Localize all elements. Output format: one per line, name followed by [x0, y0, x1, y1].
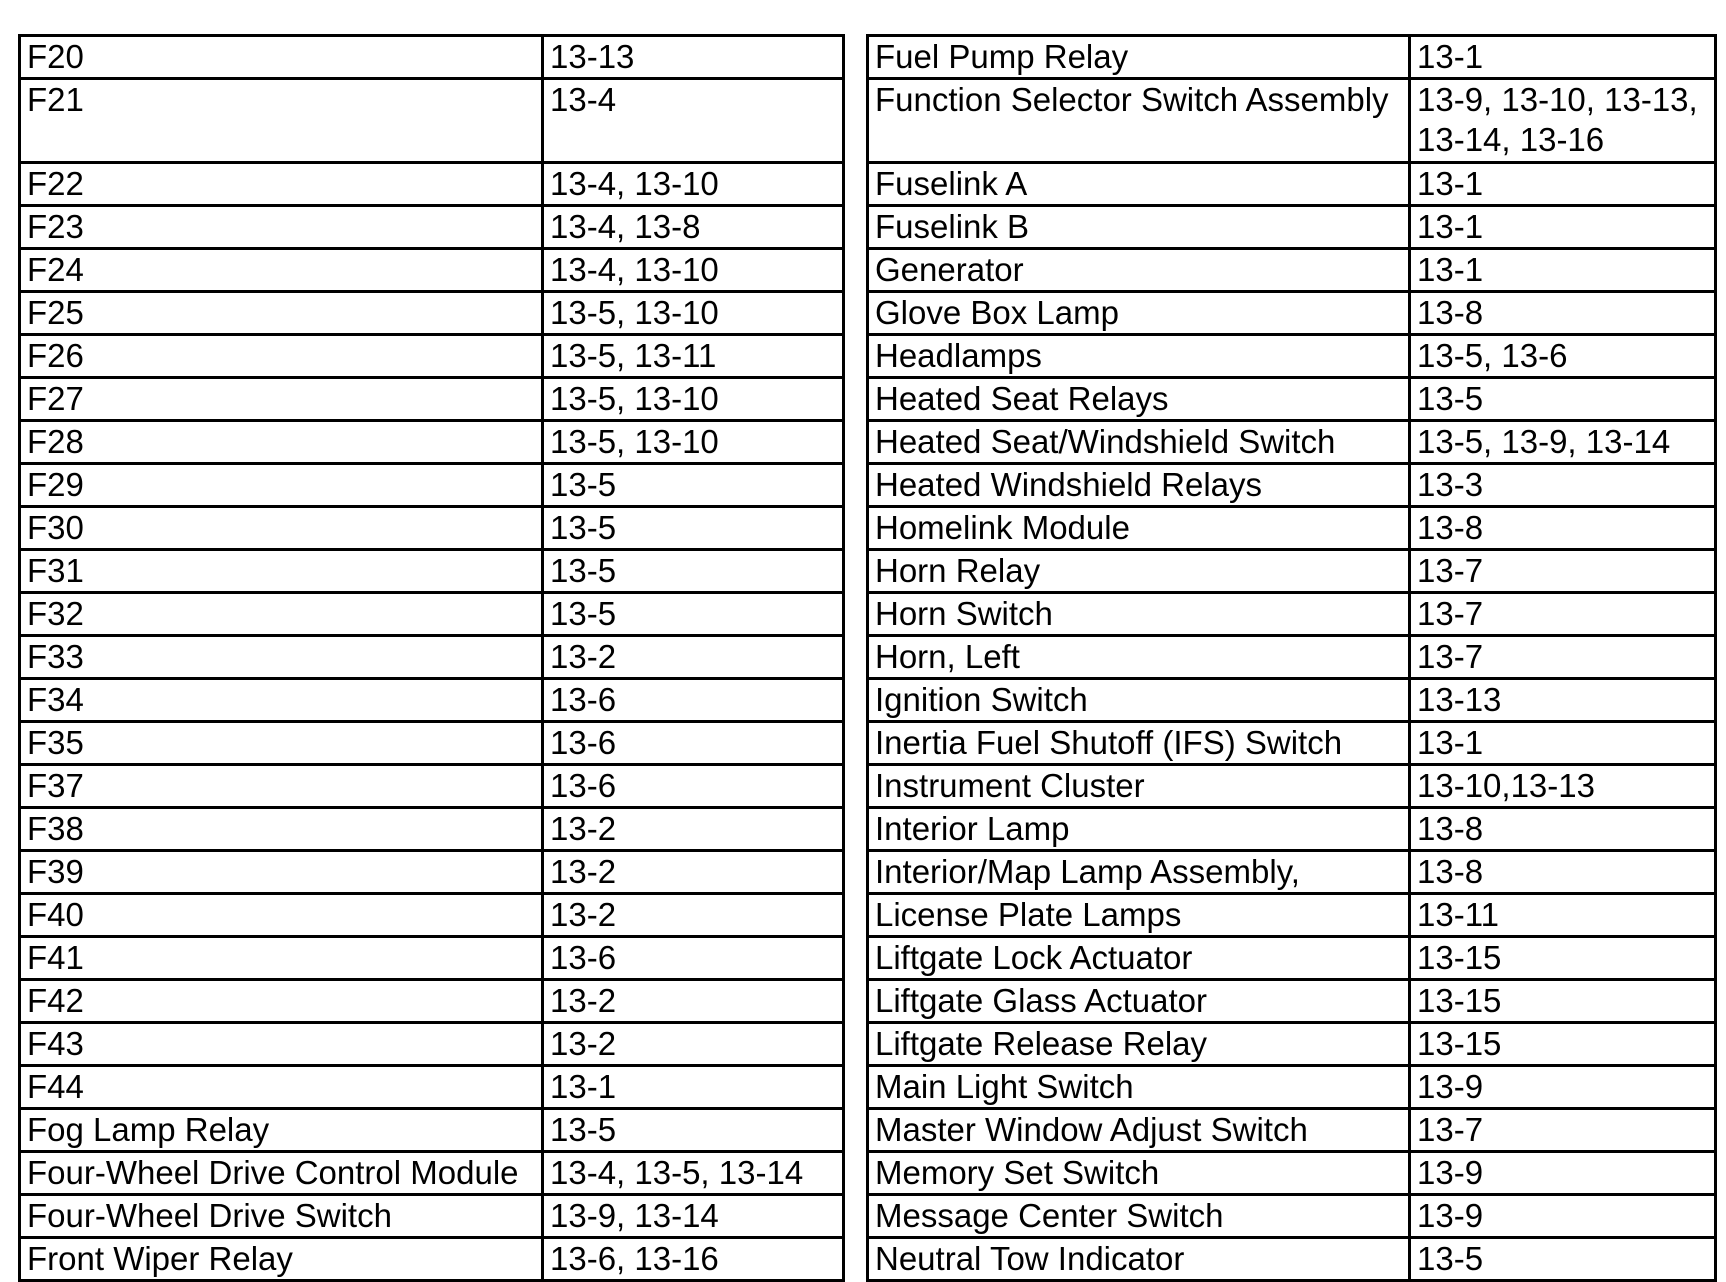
- component-name-cell: Ignition Switch: [868, 679, 1410, 722]
- page-reference-cell: 13-6: [543, 937, 844, 980]
- component-name-cell: F28: [20, 421, 543, 464]
- table-row: [20, 206, 844, 249]
- table-row: [868, 1066, 1716, 1109]
- page-reference-cell: 13-9, 13-10, 13-13, 13-14, 13-16: [1410, 79, 1716, 163]
- table-row: [20, 722, 844, 765]
- component-name-cell: Main Light Switch: [868, 1066, 1410, 1109]
- page-reference-cell: 13-6: [543, 765, 844, 808]
- component-name-cell: Fuselink A: [868, 163, 1410, 206]
- table-row: [20, 335, 844, 378]
- table-row: [868, 894, 1716, 937]
- component-name-cell: F38: [20, 808, 543, 851]
- component-name-cell: F27: [20, 378, 543, 421]
- page-reference-cell: 13-6, 13-16: [543, 1238, 844, 1281]
- table-row: [868, 722, 1716, 765]
- page-reference-cell: 13-8: [1410, 808, 1716, 851]
- component-name-cell: F44: [20, 1066, 543, 1109]
- table-row: [868, 980, 1716, 1023]
- page-reference-cell: 13-5, 13-10: [543, 421, 844, 464]
- table-row: [20, 808, 844, 851]
- table-row: [868, 1152, 1716, 1195]
- page-reference-cell: 13-1: [1410, 163, 1716, 206]
- component-name-cell: F37: [20, 765, 543, 808]
- page-reference-cell: 13-15: [1410, 937, 1716, 980]
- component-name-cell: Interior/Map Lamp Assembly,: [868, 851, 1410, 894]
- component-name-cell: F24: [20, 249, 543, 292]
- page-reference-cell: 13-15: [1410, 980, 1716, 1023]
- table-row: [20, 1023, 844, 1066]
- table-row: [20, 1152, 844, 1195]
- component-name-cell: Fog Lamp Relay: [20, 1109, 543, 1152]
- table-row: [868, 249, 1716, 292]
- table-row: [868, 507, 1716, 550]
- page-reference-cell: 13-1: [543, 1066, 844, 1109]
- component-name-cell: Message Center Switch: [868, 1195, 1410, 1238]
- component-name-cell: Master Window Adjust Switch: [868, 1109, 1410, 1152]
- component-name-cell: Liftgate Lock Actuator: [868, 937, 1410, 980]
- page-reference-cell: 13-3: [1410, 464, 1716, 507]
- component-name-cell: F21: [20, 79, 543, 163]
- component-name-cell: Horn Relay: [868, 550, 1410, 593]
- table-row: [20, 894, 844, 937]
- table-row: [868, 206, 1716, 249]
- component-name-cell: F43: [20, 1023, 543, 1066]
- table-row: [868, 765, 1716, 808]
- page-reference-cell: 13-5: [543, 1109, 844, 1152]
- page-reference-cell: 13-5: [1410, 378, 1716, 421]
- table-row: [868, 679, 1716, 722]
- component-name-cell: Horn Switch: [868, 593, 1410, 636]
- table-row: [868, 36, 1716, 79]
- page-reference-cell: 13-5, 13-11: [543, 335, 844, 378]
- page-reference-cell: 13-1: [1410, 722, 1716, 765]
- left-index-body: [20, 36, 844, 1281]
- component-name-cell: F40: [20, 894, 543, 937]
- component-name-cell: Heated Seat Relays: [868, 378, 1410, 421]
- component-name-cell: Fuel Pump Relay: [868, 36, 1410, 79]
- component-name-cell: Liftgate Release Relay: [868, 1023, 1410, 1066]
- table-row: [20, 679, 844, 722]
- table-row: [868, 851, 1716, 894]
- page-reference-cell: 13-15: [1410, 1023, 1716, 1066]
- table-row: [20, 593, 844, 636]
- component-name-cell: Liftgate Glass Actuator: [868, 980, 1410, 1023]
- page-reference-cell: 13-1: [1410, 249, 1716, 292]
- component-name-cell: F32: [20, 593, 543, 636]
- table-row: [20, 507, 844, 550]
- page-reference-cell: 13-5: [543, 507, 844, 550]
- page-reference-cell: 13-5, 13-6: [1410, 335, 1716, 378]
- page-reference-cell: 13-5: [543, 593, 844, 636]
- component-name-cell: Glove Box Lamp: [868, 292, 1410, 335]
- component-name-cell: F26: [20, 335, 543, 378]
- component-name-cell: F35: [20, 722, 543, 765]
- page-reference-cell: 13-2: [543, 808, 844, 851]
- table-row: [20, 636, 844, 679]
- page-reference-cell: 13-10,13-13: [1410, 765, 1716, 808]
- table-row: [868, 808, 1716, 851]
- page-reference-cell: 13-7: [1410, 636, 1716, 679]
- page-reference-cell: 13-2: [543, 636, 844, 679]
- page-reference-cell: 13-6: [543, 679, 844, 722]
- page-reference-cell: 13-2: [543, 894, 844, 937]
- table-row: [20, 421, 844, 464]
- table-row: [868, 1195, 1716, 1238]
- page-reference-cell: 13-4, 13-10: [543, 163, 844, 206]
- table-row: [868, 1238, 1716, 1281]
- component-name-cell: Four-Wheel Drive Switch: [20, 1195, 543, 1238]
- component-name-cell: Neutral Tow Indicator: [868, 1238, 1410, 1281]
- page-reference-cell: 13-7: [1410, 550, 1716, 593]
- page-reference-cell: 13-8: [1410, 851, 1716, 894]
- component-name-cell: Generator: [868, 249, 1410, 292]
- component-name-cell: F41: [20, 937, 543, 980]
- table-row: [868, 550, 1716, 593]
- page-reference-cell: 13-4: [543, 79, 844, 163]
- component-name-cell: F30: [20, 507, 543, 550]
- table-row: [868, 464, 1716, 507]
- table-row: [20, 378, 844, 421]
- table-row: [868, 937, 1716, 980]
- page-reference-cell: 13-8: [1410, 507, 1716, 550]
- component-name-cell: Interior Lamp: [868, 808, 1410, 851]
- right-index-body: [868, 36, 1716, 1281]
- page-reference-cell: 13-6: [543, 722, 844, 765]
- page-reference-cell: 13-5: [543, 550, 844, 593]
- page-reference-cell: 13-1: [1410, 36, 1716, 79]
- component-name-cell: F34: [20, 679, 543, 722]
- table-row: [20, 464, 844, 507]
- page-reference-cell: 13-7: [1410, 593, 1716, 636]
- component-name-cell: Instrument Cluster: [868, 765, 1410, 808]
- table-row: [20, 1238, 844, 1281]
- table-row: [20, 937, 844, 980]
- component-name-cell: Homelink Module: [868, 507, 1410, 550]
- component-name-cell: F23: [20, 206, 543, 249]
- table-row: [868, 1023, 1716, 1066]
- table-row: [20, 1109, 844, 1152]
- left-index-table: [18, 34, 845, 1282]
- page-reference-cell: 13-11: [1410, 894, 1716, 937]
- component-name-cell: License Plate Lamps: [868, 894, 1410, 937]
- page-reference-cell: 13-8: [1410, 292, 1716, 335]
- component-name-cell: Front Wiper Relay: [20, 1238, 543, 1281]
- table-row: [20, 1066, 844, 1109]
- table-row: [20, 1195, 844, 1238]
- table-row: [20, 851, 844, 894]
- table-row: [868, 593, 1716, 636]
- table-row: [868, 636, 1716, 679]
- page-reference-cell: 13-4, 13-5, 13-14: [543, 1152, 844, 1195]
- table-row: [868, 79, 1716, 163]
- right-index-table: [866, 34, 1717, 1282]
- page-reference-cell: 13-5, 13-10: [543, 292, 844, 335]
- page-reference-cell: 13-5, 13-10: [543, 378, 844, 421]
- page-reference-cell: 13-2: [543, 1023, 844, 1066]
- component-name-cell: F33: [20, 636, 543, 679]
- table-row: [868, 378, 1716, 421]
- component-name-cell: F39: [20, 851, 543, 894]
- component-name-cell: Heated Seat/Windshield Switch: [868, 421, 1410, 464]
- component-name-cell: Horn, Left: [868, 636, 1410, 679]
- table-row: [20, 79, 844, 163]
- component-name-cell: Four-Wheel Drive Control Module: [20, 1152, 543, 1195]
- table-row: [20, 765, 844, 808]
- page-reference-cell: 13-13: [543, 36, 844, 79]
- page-reference-cell: 13-4, 13-10: [543, 249, 844, 292]
- table-row: [20, 163, 844, 206]
- component-name-cell: F31: [20, 550, 543, 593]
- page-reference-cell: 13-4, 13-8: [543, 206, 844, 249]
- page-reference-cell: 13-5: [1410, 1238, 1716, 1281]
- table-row: [868, 292, 1716, 335]
- page-reference-cell: 13-2: [543, 980, 844, 1023]
- component-name-cell: Memory Set Switch: [868, 1152, 1410, 1195]
- table-row: [868, 163, 1716, 206]
- page-reference-cell: 13-13: [1410, 679, 1716, 722]
- component-name-cell: Fuselink B: [868, 206, 1410, 249]
- page-reference-cell: 13-2: [543, 851, 844, 894]
- page-reference-cell: 13-5: [543, 464, 844, 507]
- component-name-cell: Heated Windshield Relays: [868, 464, 1410, 507]
- component-name-cell: Headlamps: [868, 335, 1410, 378]
- page-reference-cell: 13-1: [1410, 206, 1716, 249]
- component-name-cell: Inertia Fuel Shutoff (IFS) Switch: [868, 722, 1410, 765]
- table-row: [20, 249, 844, 292]
- component-name-cell: F22: [20, 163, 543, 206]
- page-reference-cell: 13-9: [1410, 1066, 1716, 1109]
- table-row: [20, 36, 844, 79]
- component-name-cell: F20: [20, 36, 543, 79]
- table-row: [20, 292, 844, 335]
- component-name-cell: Function Selector Switch Assembly: [868, 79, 1410, 163]
- table-row: [868, 1109, 1716, 1152]
- page-reference-cell: 13-9: [1410, 1152, 1716, 1195]
- page-reference-cell: 13-9: [1410, 1195, 1716, 1238]
- table-row: [20, 980, 844, 1023]
- page-reference-cell: 13-5, 13-9, 13-14: [1410, 421, 1716, 464]
- page-reference-cell: 13-9, 13-14: [543, 1195, 844, 1238]
- page-reference-cell: 13-7: [1410, 1109, 1716, 1152]
- component-name-cell: F42: [20, 980, 543, 1023]
- component-name-cell: F25: [20, 292, 543, 335]
- table-row: [20, 550, 844, 593]
- table-row: [868, 421, 1716, 464]
- table-row: [868, 335, 1716, 378]
- component-name-cell: F29: [20, 464, 543, 507]
